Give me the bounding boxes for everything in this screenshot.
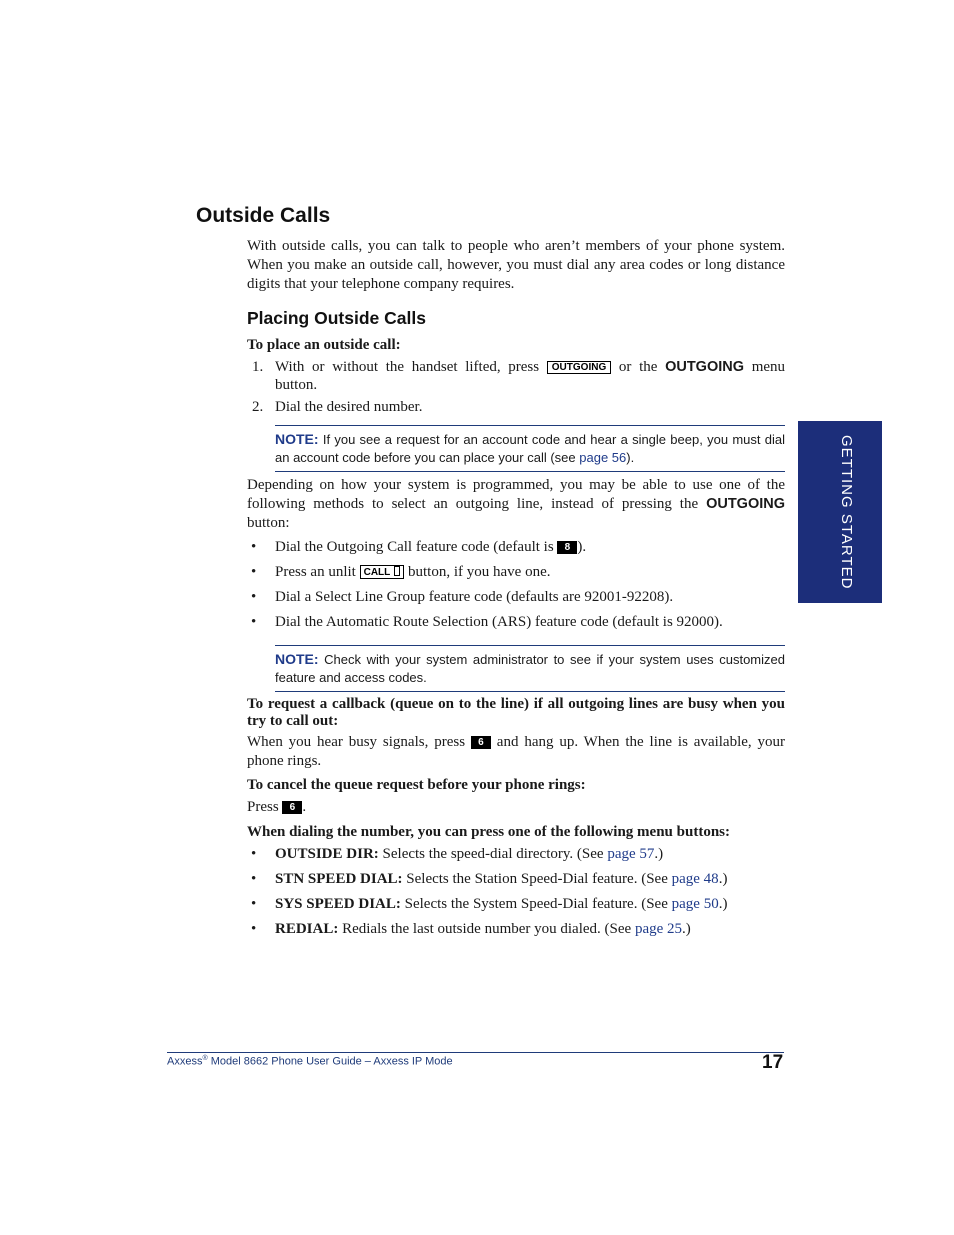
bullet-text: [275, 538, 787, 556]
chapter-tab: [798, 421, 882, 603]
page-link[interactable]: page 25: [634, 921, 683, 937]
note-box: [275, 645, 785, 692]
page-link[interactable]: page 56: [579, 450, 627, 465]
step-text-part: menu button.: [275, 359, 786, 393]
bullet-dot: •: [251, 896, 257, 912]
cancel-paragraph: [247, 798, 306, 817]
note-end: ).: [626, 450, 635, 465]
bullet-text: Dial the Automatic Route Selection (ARS) feature code (default is 92000).: [275, 614, 723, 630]
menu-item-label: STN SPEED DIAL:: [275, 871, 403, 887]
paragraph-text: Depending on how your system is programmed, you may be able to use one of the following methods to select an outgoing line, instead of pressing the: [247, 477, 785, 512]
bullet-dot: •: [251, 589, 257, 605]
note-text: If you see a request for an account code and hear a single beep, you must dial an account code before you can place your call (see: [275, 432, 785, 465]
menu-item-end: .): [718, 871, 728, 887]
menu-item-label: SYS SPEED DIAL:: [275, 896, 401, 912]
menu-word: OUTGOING: [665, 359, 745, 375]
menu-item-label: REDIAL:: [275, 921, 339, 937]
key-6: 6: [282, 801, 302, 814]
page-number: 17: [762, 1052, 784, 1073]
bullet-text-part: button, if you have one.: [408, 564, 551, 580]
bullet-dot: •: [251, 539, 257, 555]
bullet-text-part: Press an unlit: [275, 564, 356, 580]
menu-item-end: .): [718, 896, 728, 912]
step-1: [247, 358, 785, 398]
note-box: [275, 425, 785, 472]
call-key-label: CALL: [363, 567, 391, 578]
footer-brand: Axxess: [167, 1055, 203, 1068]
depending-paragraph: [247, 476, 785, 533]
callback-heading: To request a callback (queue on to the line) if all outgoing lines are busy when you try to call out:: [247, 696, 785, 729]
bullet-text: Dial a Select Line Group feature code (defaults are 92001-92208).: [275, 589, 674, 605]
paragraph-text: When you hear busy signals, press: [247, 734, 466, 750]
step-text-part: With or without the handset lifted, press: [275, 359, 540, 375]
step-2: [247, 398, 785, 416]
bullet-dot: •: [251, 614, 257, 630]
to-place-heading: To place an outside call:: [247, 337, 401, 353]
menu-heading: When dialing the number, you can press one of the following menu buttons:: [247, 824, 730, 840]
menu-item-end: .): [682, 921, 691, 937]
menu-item-text: Redials the last outside number you dialed. (See: [342, 921, 632, 937]
bullet-text: [275, 870, 787, 888]
step-number: 2.: [252, 399, 264, 415]
paragraph-text: and hang up. When the line is available, your phone rings.: [247, 734, 786, 769]
page-link[interactable]: page 57: [607, 846, 655, 862]
menu-item-label: OUTSIDE DIR:: [275, 846, 379, 862]
outgoing-key: OUTGOING: [547, 361, 611, 374]
step-text: [275, 358, 785, 394]
footer-title: Model 8662 Phone User Guide – Axxess IP Mode: [210, 1055, 453, 1068]
step-number: 1.: [252, 359, 264, 375]
section-title: Outside Calls: [196, 204, 331, 227]
call-key: [360, 565, 405, 579]
key-8: 8: [557, 541, 577, 554]
bullet-dot: •: [251, 921, 257, 937]
bullet-text-part: ).: [577, 539, 587, 555]
page-link[interactable]: page 50: [671, 896, 719, 912]
intro-paragraph: With outside calls, you can talk to people who aren’t members of your phone system. When you make an outside call, however, you must dial any area codes or long distance digits that your telephone company requires.: [247, 238, 785, 292]
bullet-text: [275, 895, 787, 913]
note-text: Check with your system administrator to see if your system uses customized feature and access codes.: [275, 652, 785, 685]
call-led-icon: [394, 566, 400, 576]
bullet-text-part: Dial the Outgoing Call feature code (default is: [275, 539, 554, 555]
menu-word: OUTGOING: [706, 496, 786, 512]
note-label: NOTE:: [275, 651, 319, 667]
paragraph-text: button:: [247, 515, 290, 531]
key-6: 6: [471, 736, 491, 749]
bullet-text: [275, 920, 787, 938]
callback-paragraph: [247, 733, 785, 771]
cancel-heading: To cancel the queue request before your phone rings:: [247, 777, 586, 793]
paragraph-text: .: [302, 799, 307, 815]
subsection-title: Placing Outside Calls: [247, 308, 426, 328]
page-link[interactable]: page 48: [671, 871, 719, 887]
note-label: NOTE:: [275, 431, 319, 447]
menu-item-text: Selects the System Speed-Dial feature. (See: [404, 896, 668, 912]
bullet-text: [275, 563, 787, 581]
bullet-dot: •: [251, 871, 257, 887]
step-text: Dial the desired number.: [275, 399, 423, 415]
chapter-tab-label: GETTING STARTED: [838, 434, 855, 590]
step-text-part: or the: [618, 359, 658, 375]
menu-item-end: .): [654, 846, 664, 862]
menu-item-text: Selects the speed-dial directory. (See: [382, 846, 604, 862]
footer-rule: [167, 1052, 784, 1053]
footer-reg-mark: ®: [202, 1055, 208, 1062]
bullet-dot: •: [251, 846, 257, 862]
bullet-dot: •: [251, 564, 257, 580]
menu-item-text: Selects the Station Speed-Dial feature. (See: [406, 871, 668, 887]
footer-text: [167, 1055, 453, 1068]
bullet-text: [275, 845, 787, 863]
paragraph-text: Press: [247, 799, 279, 815]
